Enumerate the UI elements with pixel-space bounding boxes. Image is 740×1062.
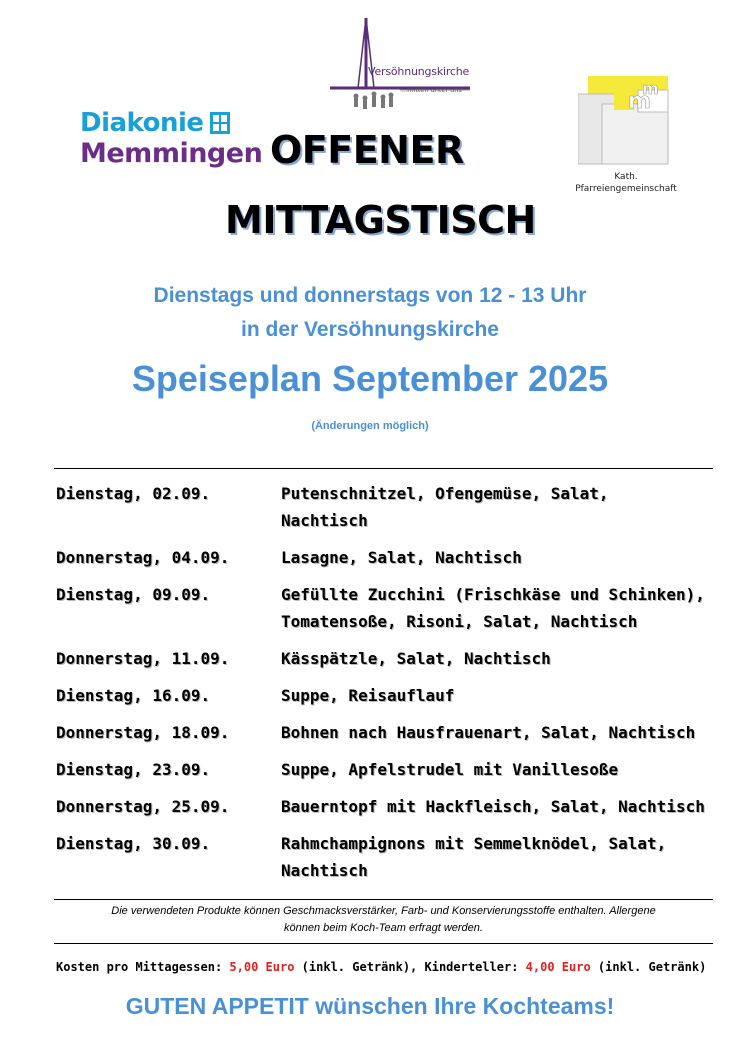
menu-row — [56, 793, 716, 820]
church-tagline: ...mitten unter uns — [401, 86, 462, 94]
diakonie-logo-text: Diakonie — [80, 108, 204, 138]
menu-table — [56, 480, 716, 894]
diakonie-logo-city: Memmingen — [80, 138, 263, 169]
diakonie-logo — [80, 108, 262, 170]
svg-text:m: m — [642, 79, 659, 98]
price-adult-suffix: (inkl. Getränk), — [301, 960, 418, 974]
menu-dish-line: Bohnen nach Hausfrauenart, Salat, Nachtisch — [281, 723, 696, 742]
title-line2: MITTAGSTISCH — [225, 198, 536, 242]
diakonie-cross-icon — [210, 112, 230, 134]
price-child-suffix: (inkl. Getränk) — [597, 960, 707, 974]
menu-dish-line: Suppe, Reisauflauf — [281, 686, 455, 705]
kath-logo-icon — [578, 76, 670, 168]
menu-dish-line: Nachtisch — [281, 511, 368, 530]
menu-dish — [281, 581, 716, 635]
menu-row — [56, 544, 716, 571]
menu-row — [56, 645, 716, 672]
kath-logo-text — [560, 171, 692, 195]
menu-row — [56, 480, 716, 534]
menu-day: Dienstag, 16.09. — [56, 686, 211, 705]
price-label-child: Kinderteller: — [424, 960, 519, 974]
menu-dish-line: Tomatensoße, Risoni, Salat, Nachtisch — [281, 612, 638, 631]
menu-day: Dienstag, 23.09. — [56, 760, 211, 779]
svg-text:m: m — [628, 89, 651, 114]
menu-dish-line: Suppe, Apfelstrudel mit Vanillesoße — [281, 760, 619, 779]
menu-dish — [281, 645, 716, 672]
menu-dish-line: Kässpätzle, Salat, Nachtisch — [281, 649, 551, 668]
menu-row — [56, 756, 716, 783]
menu-dish-line: Rahmchampignons mit Semmelknödel, Salat, — [281, 834, 667, 853]
menu-dish-line: Putenschnitzel, Ofengemüse, Salat, — [281, 484, 609, 503]
changes-note: (Änderungen möglich) — [311, 420, 429, 432]
menu-dish — [281, 756, 716, 783]
price-label-adult: Kosten pro Mittagessen: — [56, 960, 223, 974]
allergen-note-line2: können beim Koch-Team erfragt werden. — [284, 922, 483, 934]
divider-bottom — [54, 943, 713, 944]
menu-dish-line: Gefüllte Zucchini (Frischkäse und Schinken), — [281, 585, 705, 604]
menu-dish — [281, 793, 716, 820]
menu-day: Donnerstag, 25.09. — [56, 797, 230, 816]
divider-top — [54, 468, 713, 469]
allergen-note-line1: Die verwendeten Produkte können Geschmacksverstärker, Farb- und Konservierungsstoffe enthalten. Allergene — [111, 905, 656, 917]
menu-dish — [281, 830, 716, 884]
church-name: Versöhnungskirche — [368, 65, 470, 78]
menu-dish — [281, 682, 716, 709]
menu-row — [56, 581, 716, 635]
closing-text: GUTEN APPETIT wünschen Ihre Kochteams! — [125, 993, 615, 1019]
schedule-text: Dienstags und donnerstags von 12 - 13 Uhr — [153, 284, 587, 307]
menu-dish-line: Nachtisch — [281, 861, 368, 880]
menu-dish-line: Bauerntopf mit Hackfleisch, Salat, Nachtisch — [281, 797, 705, 816]
title-line1: OFFENER — [270, 128, 464, 172]
price-adult: 5,00 Euro — [229, 960, 295, 974]
menu-dish — [281, 544, 716, 571]
menu-row — [56, 719, 716, 746]
kath-logo-line1: Kath. — [614, 172, 638, 182]
menu-day: Donnerstag, 18.09. — [56, 723, 230, 742]
location-text: in der Versöhnungskirche — [241, 318, 499, 341]
church-logo-icon — [330, 14, 470, 110]
menu-dish-line: Lasagne, Salat, Nachtisch — [281, 548, 522, 567]
kath-logo-line2: Pfarreiengemeinschaft — [575, 184, 677, 194]
menu-dish — [281, 719, 716, 746]
menu-heading: Speiseplan September 2025 — [131, 358, 609, 399]
menu-row — [56, 682, 716, 709]
allergen-note — [54, 903, 713, 937]
price-child: 4,00 Euro — [525, 960, 591, 974]
menu-day: Dienstag, 09.09. — [56, 585, 211, 604]
divider-middle — [54, 899, 713, 900]
menu-day: Dienstag, 02.09. — [56, 484, 211, 503]
menu-dish — [281, 480, 716, 534]
menu-day: Dienstag, 30.09. — [56, 834, 211, 853]
menu-day: Donnerstag, 11.09. — [56, 649, 230, 668]
menu-day: Donnerstag, 04.09. — [56, 548, 230, 567]
menu-row — [56, 830, 716, 884]
price-info — [56, 960, 716, 974]
